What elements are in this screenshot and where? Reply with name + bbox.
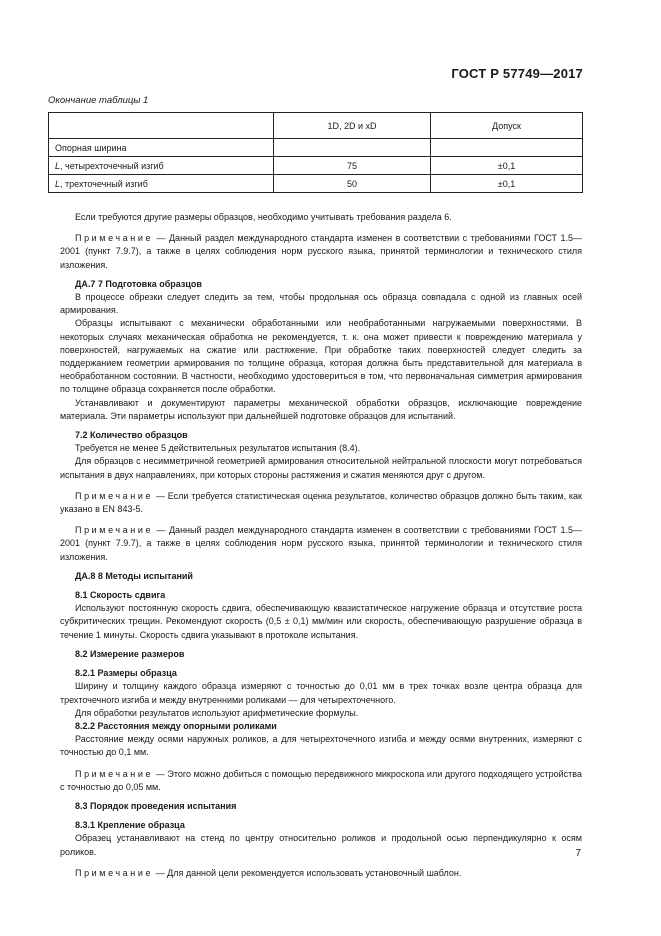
subsection-heading: 8.2.1 Размеры образца <box>75 668 177 679</box>
table-header-cell: 1D, 2D и xD <box>274 113 431 139</box>
note-label: Примечание <box>75 867 154 878</box>
table-row <box>49 139 583 157</box>
note-text: — Данный раздел международного стандарта изменен в соответствии с требованиями ГОСТ 1.5—2001 (пункт 7.9.7), а также в целях соблюдения норм русского языка, принятой терминологии и технического стиля изложения. <box>60 525 582 562</box>
note-text: — Этого можно добиться с помощью передвижного микроскопа или другого подходящего устройства с точностью до 0,05 мм. <box>60 768 582 792</box>
note <box>60 867 582 880</box>
note-text: — Данный раздел международного стандарта изменен в соответствии с требованиями ГОСТ 1.5—2001 (пункт 7.9.7), а также в целях соблюдения норм русского языка, принятой терминологии и технического стиля изложения. <box>60 233 582 270</box>
note-label: Примечание <box>75 525 154 536</box>
table-header-cell: Допуск <box>431 113 583 139</box>
table-header-row <box>49 113 583 139</box>
table-group-label: Опорная ширина <box>49 139 274 157</box>
section-heading: ДА.8 8 Методы испытаний <box>75 570 193 581</box>
section-heading: 7.2 Количество образцов <box>75 430 188 441</box>
paragraph: Расстояние между осями наружных роликов, а для четырехточечного изгиба и между осями внутренних, измеряют с точностью до 0,1 мм. <box>60 734 582 758</box>
paragraph: В процессе обрезки следует следить за тем, чтобы продольная ось образца совпадала с одной из главных осей армирования. <box>60 292 582 316</box>
table-cell-tolerance: ±0,1 <box>431 175 583 193</box>
dimensions-table <box>48 112 583 193</box>
paragraph: Для образцов с несимметричной геометрией армирования относительной нейтральной плоскости могут потребоваться испытания в двух направлениях, при которых стороны растяжения и сжатия меняются друг с другом. <box>60 456 582 480</box>
note-text: — Если требуется статистическая оценка результатов, количество образцов должно быть таким, как указано в EN 843-5. <box>60 490 582 515</box>
note-label: Примечание <box>75 768 154 779</box>
table-cell-label <box>49 175 274 193</box>
paragraph: Используют постоянную скорость сдвига, обеспечивающую квазистатическое нагружение образца и отсутствие роста субкритических трещин. Рекомендуют скорость (0,5 ± 0,1) мм/мин или скорость, обеспечивающую разрушение образца в течение 1 минуты. Скорость сдвига указывают в протоколе испытания. <box>60 603 582 640</box>
table-cell <box>431 139 583 157</box>
table-cell-label <box>49 157 274 175</box>
subsection-heading: 8.2.2 Расстояния между опорными роликами <box>75 720 277 731</box>
paragraph: Устанавливают и документируют параметры механической обработки образцов, исключающие повреждение материала. Эти параметры используют при дальнейшей подготовке образцов для испытаний. <box>60 397 582 421</box>
paragraph: Ширину и толщину каждого образца измеряют с точностью до 0,01 мм в трех точках возле центра образца для трехточечного изгиба и между внутренними роликами — для четырехточечного. <box>60 681 582 705</box>
table-cell-value: 75 <box>274 157 431 175</box>
table-row <box>49 175 583 193</box>
note <box>60 768 582 794</box>
note-label: Примечание <box>75 490 154 501</box>
variable-letter: L <box>55 160 61 171</box>
note <box>60 232 582 272</box>
subsection-heading: 8.2 Измерение размеров <box>75 648 185 659</box>
paragraph: Если требуются другие размеры образцов, необходимо учитывать требования раздела 6. <box>75 212 452 222</box>
row-label: , четырехточечный изгиб <box>60 160 164 171</box>
paragraph: Образец устанавливают на стенд по центру относительно роликов и продольной осью перпендикулярно к осям роликов. <box>60 833 582 857</box>
table-header-cell <box>49 113 274 139</box>
paragraph: Требуется не менее 5 действительных результатов испытания (8.4). <box>75 443 361 454</box>
note <box>60 490 582 516</box>
table-caption: Окончание таблицы 1 <box>48 95 149 106</box>
table-cell <box>274 139 431 157</box>
document-id: ГОСТ Р 57749—2017 <box>451 66 583 81</box>
row-label: , трехточечный изгиб <box>60 178 148 189</box>
subsection-heading: 8.1 Скорость сдвига <box>75 590 166 601</box>
subsection-heading: 8.3.1 Крепление образца <box>75 820 185 831</box>
document-body <box>60 211 582 880</box>
note-label: Примечание <box>75 233 154 244</box>
note <box>60 524 582 564</box>
table-cell-tolerance: ±0,1 <box>431 157 583 175</box>
paragraph: Образцы испытывают с механически обработанными или необработанными нагружаемыми поверхностями. В некоторых случаях механическая обработка не рекомендуется, т. к. она может привести к повреждению материала у поверхностей, нагружаемых на сжатие или растяжение. При обработке таких поверхностей следует следить за поддержанием геометрии армирования по толщине образца, которая должна быть представительной для материала в необработанном состоянии. В частности, необходимо удостовериться в том, что первоначальная симметрия армирования по толщине образца сохраняется после обработки. <box>60 318 582 395</box>
page-number: 7 <box>575 848 581 859</box>
table-cell-value: 50 <box>274 175 431 193</box>
section-heading: ДА.7 7 Подготовка образцов <box>75 278 202 289</box>
table-row <box>49 157 583 175</box>
subsection-heading: 8.3 Порядок проведения испытания <box>75 800 237 811</box>
paragraph: Для обработки результатов используют арифметические формулы. <box>75 707 359 718</box>
note-text: — Для данной цели рекомендуется использовать установочный шаблон. <box>153 867 462 878</box>
variable-letter: L <box>55 178 61 189</box>
